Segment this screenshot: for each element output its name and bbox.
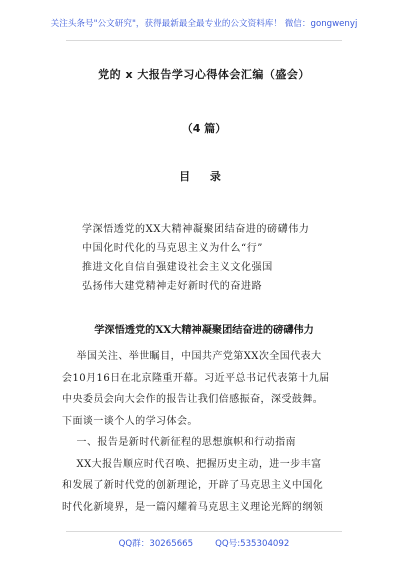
body-line: XX大报告顺应时代召唤、把握历史主动，进一步丰富 <box>62 458 322 470</box>
body-line: 举国关注、举世瞩目，中国共产党第XX次全国代表大 <box>62 351 322 362</box>
body-line: 和发展了新时代党的创新理论，开辟了马克思主义中国化 <box>62 480 324 491</box>
document-title: 党的 x 大报告学习心得体会汇编（盛会） <box>98 68 310 81</box>
document-subtitle: （4 篇） <box>181 122 227 135</box>
body-line: 时代化新境界，是一篇闪耀着马克思主义理论光辉的纲领 <box>62 501 324 513</box>
header-promo-note: 关注头条号"公文研究"，获得最新最全最专业的公文资料库！ 微信：gongwenyj <box>50 19 358 29</box>
body-line: 一、报告是新时代新征程的思想旗帜和行动指南 <box>62 437 296 448</box>
footer-divider <box>66 531 342 532</box>
toc-item[interactable]: 推进文化自信自强建设社会主义文化强国 <box>82 262 273 273</box>
qq-number-label: QQ号:535304092 <box>215 539 290 549</box>
toc-item[interactable]: 学深悟透党的XX大精神凝聚团结奋进的磅礴伟力 <box>82 224 310 235</box>
body-text <box>62 346 348 518</box>
table-of-contents <box>82 220 309 296</box>
toc-item[interactable]: 弘扬伟大建党精神走好新时代的奋进路 <box>82 281 263 292</box>
header-divider <box>66 40 342 41</box>
body-line: 中央委员会向大会作的报告让我们倍感振奋，深受鼓舞。 <box>62 394 324 405</box>
footer-contact <box>0 537 408 549</box>
body-line: 下面谈一谈个人的学习体会。 <box>62 415 198 427</box>
section-heading: 学深悟透党的XX大精神凝聚团结奋进的磅礴伟力 <box>94 324 314 336</box>
toc-item[interactable]: 中国化时代化的马克思主义为什么“行” <box>82 243 264 254</box>
qq-group-label: QQ群：30265665 <box>118 539 194 549</box>
toc-heading: 目 录 <box>179 170 229 183</box>
body-line: 会10月16日在北京隆重开幕。习近平总书记代表第十九届 <box>62 372 330 384</box>
